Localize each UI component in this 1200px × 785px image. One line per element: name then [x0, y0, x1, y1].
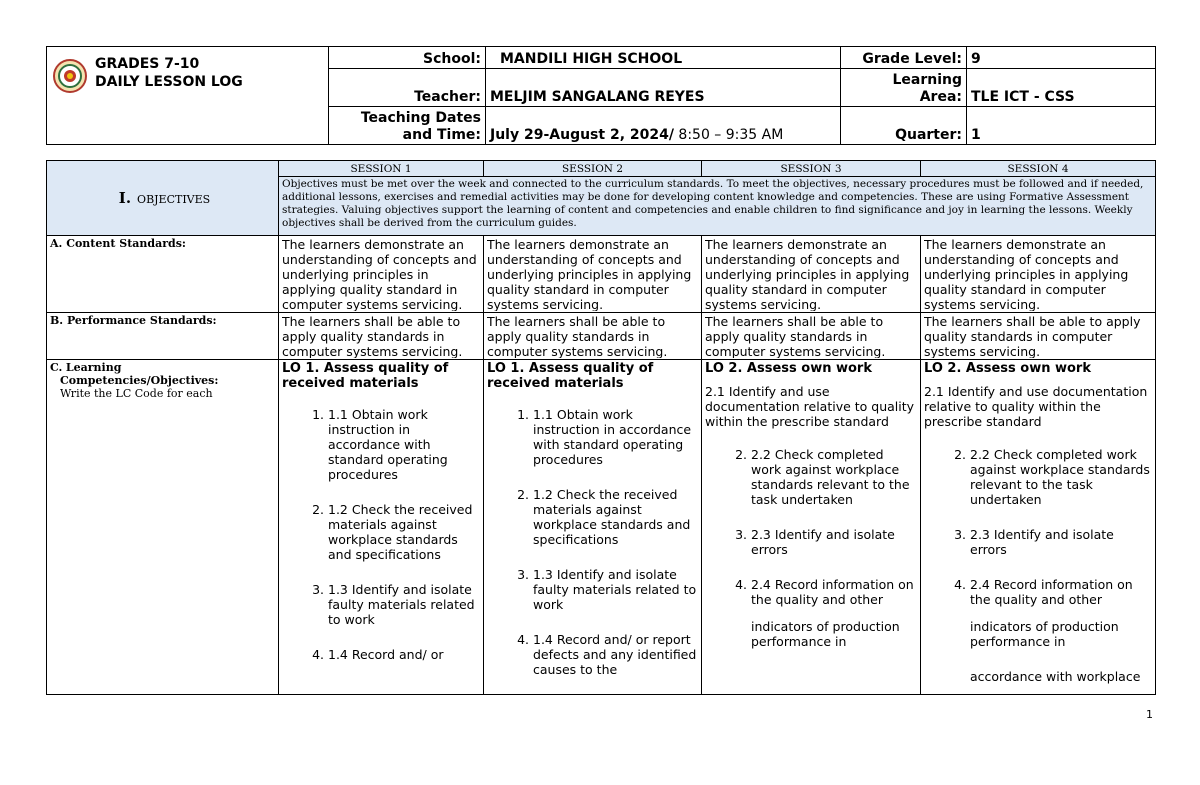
- lc-s4-intro: 2.1 Identify and use documentation relative to quality within the prescribe standard: [924, 384, 1148, 429]
- list-item: [487, 407, 698, 467]
- dates-value-bold: July 29-August 2, 2024/: [490, 127, 674, 143]
- list-item-number: 2.: [517, 487, 529, 502]
- lc-s2-cell: [484, 360, 702, 695]
- lc-s2-list: [487, 407, 698, 677]
- lc-s3-list: [705, 447, 917, 607]
- list-item: [282, 407, 480, 482]
- teacher-value: MELJIM SANGALANG REYES: [486, 69, 841, 107]
- list-item-text: 2.4 Record information on the quality and other: [751, 577, 914, 607]
- list-item: [487, 632, 698, 677]
- list-item-text: 2.4 Record information on the quality and other: [970, 577, 1133, 607]
- list-item-number: 3.: [517, 567, 529, 582]
- list-item-number: 1.: [517, 407, 529, 422]
- learning-competencies-label: [50, 361, 275, 400]
- objectives-description: Objectives must be met over the week and connected to the curriculum standards. To meet the objectives, necessary procedures must be followed and if needed, additional lessons, exercises and remedial activities may be done for developing content knowledge and competencies. These are using Formative Assessment strategies. Valuing objectives support the learning of content and competencies and enable children to find significance and joy in learning the lessons. Weekly objectives shall be derived from the curriculum guides.: [282, 178, 1144, 229]
- performance-standards-s2: The learners shall be able to apply quality standards in computer systems servicing.: [487, 314, 668, 358]
- lc-s3-extra: indicators of production performance in: [751, 619, 900, 649]
- content-standards-s3-cell: [702, 236, 921, 313]
- lc-s3-intro: 2.1 Identify and use documentation relative to quality within the prescribe standard: [705, 384, 915, 429]
- lc-s4-list: [924, 447, 1152, 607]
- lesson-log-table: [46, 160, 1156, 695]
- list-item: [282, 502, 480, 562]
- lc-s4-cell: [921, 360, 1156, 695]
- dates-value-time: 8:50 – 9:35 AM: [673, 127, 784, 143]
- dates-label: [329, 107, 486, 145]
- lc-s1-title: LO 1. Assess quality of received materials: [282, 361, 449, 391]
- performance-standards-s4-cell: [921, 313, 1156, 360]
- content-standards-s2-cell: [484, 236, 702, 313]
- list-item-text: 1.4 Record and/ or: [328, 647, 444, 662]
- list-item-text: 1.2 Check the received materials against workplace standards and specifications: [328, 502, 473, 562]
- list-item: [924, 447, 1152, 507]
- list-item-number: 1.: [312, 407, 324, 422]
- content-standards-label: A. Content Standards:: [47, 236, 279, 313]
- objectives-label-text: OBJECTIVES: [137, 192, 211, 206]
- content-standards-s4-cell: [921, 236, 1156, 313]
- dates-value: [486, 107, 841, 145]
- sessions-row: [47, 161, 1156, 177]
- performance-standards-s4: The learners shall be able to apply quality standards in computer systems servicing.: [924, 314, 1141, 358]
- list-item-number: 3.: [954, 527, 966, 542]
- lc-s4-extra2: accordance with workplace: [970, 669, 1141, 684]
- list-item: [705, 577, 917, 607]
- performance-standards-s2-cell: [484, 313, 702, 360]
- list-item-text: 2.2 Check completed work against workplace standards relevant to the task undertaken: [751, 447, 910, 507]
- lc-label-1: Learning: [65, 361, 122, 374]
- lc-s4-title: LO 2. Assess own work: [924, 361, 1091, 376]
- list-item: [924, 527, 1152, 557]
- lc-s2-title: LO 1. Assess quality of received materials: [487, 361, 654, 391]
- list-item: [705, 447, 917, 507]
- deped-seal-icon: [53, 59, 87, 93]
- lc-s4: [924, 361, 1152, 693]
- session-header-2: SESSION 2: [484, 161, 702, 177]
- grade-level-label: Grade Level:: [841, 47, 967, 69]
- list-item-number: 4.: [312, 647, 324, 662]
- grade-level-value: 9: [967, 47, 1156, 69]
- performance-standards-s3-cell: [702, 313, 921, 360]
- list-item: [487, 567, 698, 612]
- lc-s3-cell: [702, 360, 921, 695]
- list-item: [282, 647, 480, 662]
- page-number: 1: [1146, 708, 1153, 721]
- content-standards-s4: The learners demonstrate an understanding of concepts and underlying principles in applying quality standard in computer systems servicing.: [924, 237, 1129, 311]
- list-item-text: 1.3 Identify and isolate faulty materials related to work: [533, 567, 697, 612]
- objectives-numeral: I.: [118, 188, 132, 207]
- lc-s4-extra1: indicators of production performance in: [970, 619, 1119, 649]
- list-item-text: 2.2 Check completed work against workplace standards relevant to the task undertaken: [970, 447, 1150, 507]
- header-table: [46, 46, 1156, 145]
- content-standards-row: [47, 236, 1156, 313]
- list-item: [487, 487, 698, 547]
- session-header-1: SESSION 1: [279, 161, 484, 177]
- content-standards-s3: The learners demonstrate an understanding of concepts and underlying principles in applying quality standard in computer systems servicing.: [705, 237, 910, 311]
- list-item-text: 1.4 Record and/ or report defects and any identified causes to the: [533, 632, 697, 677]
- list-item-number: 3.: [312, 582, 324, 597]
- performance-standards-row: [47, 313, 1156, 360]
- school-value: [486, 47, 841, 69]
- school-value-text: MANDILI HIGH SCHOOL: [500, 51, 683, 67]
- content-standards-s1: The learners demonstrate an understanding of concepts and underlying principles in applying quality standard in computer systems servicing.: [282, 237, 477, 311]
- learning-area-label: [841, 69, 967, 107]
- list-item-text: 1.2 Check the received materials against workplace standards and specifications: [533, 487, 691, 547]
- school-label: School:: [329, 47, 486, 69]
- header-logo-cell: [47, 47, 329, 145]
- learning-area-value: TLE ICT - CSS: [967, 69, 1156, 107]
- list-item-text: 2.3 Identify and isolate errors: [751, 527, 895, 557]
- list-item-text: 1.1 Obtain work instruction in accordance with standard operating procedures: [328, 407, 448, 482]
- session-header-4: SESSION 4: [921, 161, 1156, 177]
- teacher-label: Teacher:: [329, 69, 486, 107]
- lc-s3-title: LO 2. Assess own work: [705, 361, 872, 376]
- list-item-number: 2.: [954, 447, 966, 462]
- lc-s2: [487, 361, 698, 693]
- list-item-text: 1.1 Obtain work instruction in accordance with standard operating procedures: [533, 407, 692, 467]
- lc-label-2: Competencies/Objectives:: [60, 374, 219, 387]
- quarter-value: 1: [967, 107, 1156, 145]
- performance-standards-label: B. Performance Standards:: [47, 313, 279, 360]
- list-item-number: 2.: [312, 502, 324, 517]
- header-title-line2: DAILY LESSON LOG: [95, 74, 243, 90]
- list-item-number: 2.: [735, 447, 747, 462]
- list-item: [282, 582, 480, 627]
- lc-note: Write the LC Code for each: [60, 387, 213, 400]
- quarter-label: Quarter:: [841, 107, 967, 145]
- list-item-number: 3.: [735, 527, 747, 542]
- performance-standards-s1: The learners shall be able to apply quality standards in computer systems servicing.: [282, 314, 463, 358]
- dates-label-1: Teaching Dates: [360, 110, 481, 126]
- list-item-text: 2.3 Identify and isolate errors: [970, 527, 1114, 557]
- lc-s1-cell: [279, 360, 484, 695]
- objectives-description-cell: [279, 177, 1156, 236]
- dates-label-2: and Time:: [402, 127, 481, 143]
- learning-competencies-row: [47, 360, 1156, 695]
- objectives-label: [50, 188, 275, 207]
- session-header-3: SESSION 3: [702, 161, 921, 177]
- list-item-number: 4.: [954, 577, 966, 592]
- objectives-label-cell: [47, 161, 279, 236]
- list-item-number: 4.: [517, 632, 529, 647]
- content-standards-s1-cell: [279, 236, 484, 313]
- lc-s1-list: [282, 407, 480, 662]
- list-item: [705, 527, 917, 557]
- learning-area-label-1: Learning: [892, 72, 962, 88]
- lc-s1: [282, 361, 480, 693]
- learning-competencies-label-cell: [47, 360, 279, 695]
- performance-standards-s1-cell: [279, 313, 484, 360]
- performance-standards-s3: The learners shall be able to apply quality standards in computer systems servicing.: [705, 314, 886, 358]
- content-standards-s2: The learners demonstrate an understanding of concepts and underlying principles in applying quality standard in computer systems servicing.: [487, 237, 692, 311]
- list-item-number: 4.: [735, 577, 747, 592]
- learning-area-label-2: Area:: [919, 89, 962, 105]
- header-title-line1: GRADES 7-10: [95, 56, 200, 72]
- lc-s3: [705, 361, 917, 693]
- list-item-text: 1.3 Identify and isolate faulty materials related to work: [328, 582, 475, 627]
- lc-label-num: C.: [50, 361, 63, 374]
- list-item: [924, 577, 1152, 607]
